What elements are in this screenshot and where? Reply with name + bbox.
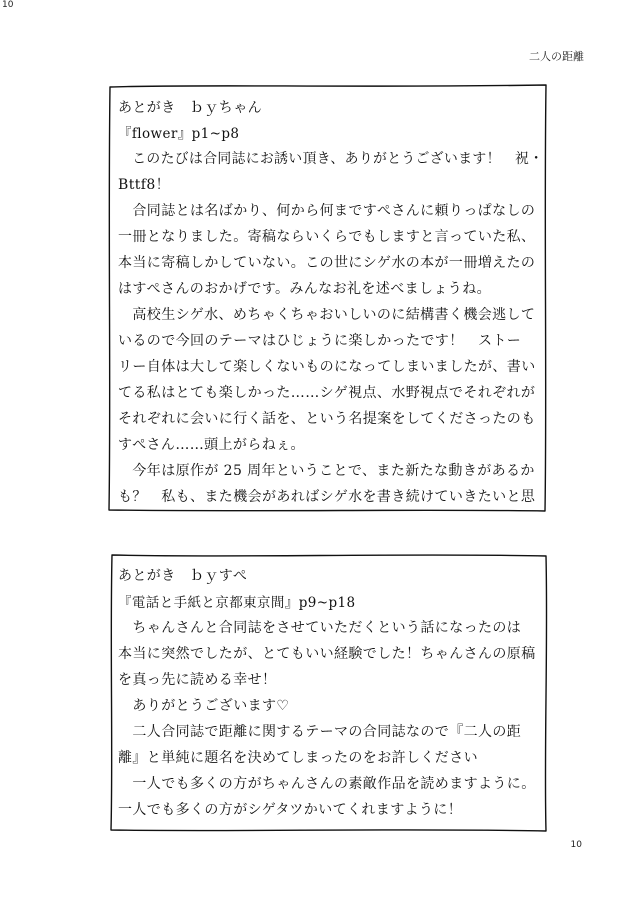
body-line: 高校生シゲ水、めちゃくちゃおいしいのに結構書く機会逃して <box>118 307 536 323</box>
body-line: てる私はとても楽しかった……シゲ視点、水野視点でそれぞれが <box>118 385 536 401</box>
body-line: 一冊となりました。寄稿ならいくらでもしますと言っていた私、 <box>118 229 536 245</box>
body-line: リー自体は大して楽しくないものになってしまいましたが、書い <box>118 359 536 375</box>
body-line: Bttf8！ <box>118 177 171 193</box>
page-number-top: 10 <box>2 0 14 10</box>
body-line: 一人でも多くの方がちゃんさんの素敵作品を読めますように。 <box>118 776 536 792</box>
work-title: 『flower』p1~p8 <box>118 126 240 142</box>
body-line: 離』と単純に題名を決めてしまったのをお許しください <box>118 750 478 766</box>
body-line: 本当に寄稿しかしていない。この世にシゲ水の本が一冊増えたの <box>118 255 536 271</box>
body-line: 今年は原作が 25 周年ということで、また新たな動きがあるか <box>118 463 535 479</box>
body-line: このたびは合同誌にお誘い頂き、ありがとうございます！ 祝・ <box>118 151 544 167</box>
afterword-box-chan <box>108 83 548 513</box>
body-line: いるので今回のテーマはひじょうに楽しかったです！ ストー <box>118 333 522 349</box>
body-line: すぺさん……頭上がらねぇ。 <box>118 437 305 453</box>
body-line: も？ 私も、また機会があればシゲ水を書き続けていきたいと思 <box>118 489 536 505</box>
afterword-box-supe <box>110 553 548 833</box>
body-line: 合同誌とは名ばかり、何から何まですぺさんに頼りっぱなしの <box>118 203 536 219</box>
body-line: ちゃんさんと合同誌をさせていただくという話になったのは <box>118 620 522 636</box>
page-number-bottom: 10 <box>570 840 582 850</box>
work-title: 『電話と手紙と京都東京間』p9~p18 <box>118 595 356 611</box>
afterword-heading: あとがき ｂｙちゃん <box>118 100 262 116</box>
body-line: 本当に突然でしたが、とてもいい経験でした！ちゃんさんの原稿 <box>118 646 536 662</box>
body-line: を真っ先に読める幸せ！ <box>118 672 277 688</box>
running-header: 二人の距離 <box>529 50 584 63</box>
body-line: 一人でも多くの方がシゲタツかいてくれますように！ <box>118 802 463 818</box>
body-line: 二人合同誌で距離に関するテーマの合同誌なので『二人の距 <box>118 724 522 740</box>
body-line: はすぺさんのおかげです。みんなお礼を述べましょうね。 <box>118 281 491 297</box>
body-line: それぞれに会いに行く話を、という名提案をしてくださったのも <box>118 411 536 427</box>
afterword-heading: あとがき ｂｙすぺ <box>118 568 248 584</box>
body-line: ありがとうございます♡ <box>118 698 290 714</box>
